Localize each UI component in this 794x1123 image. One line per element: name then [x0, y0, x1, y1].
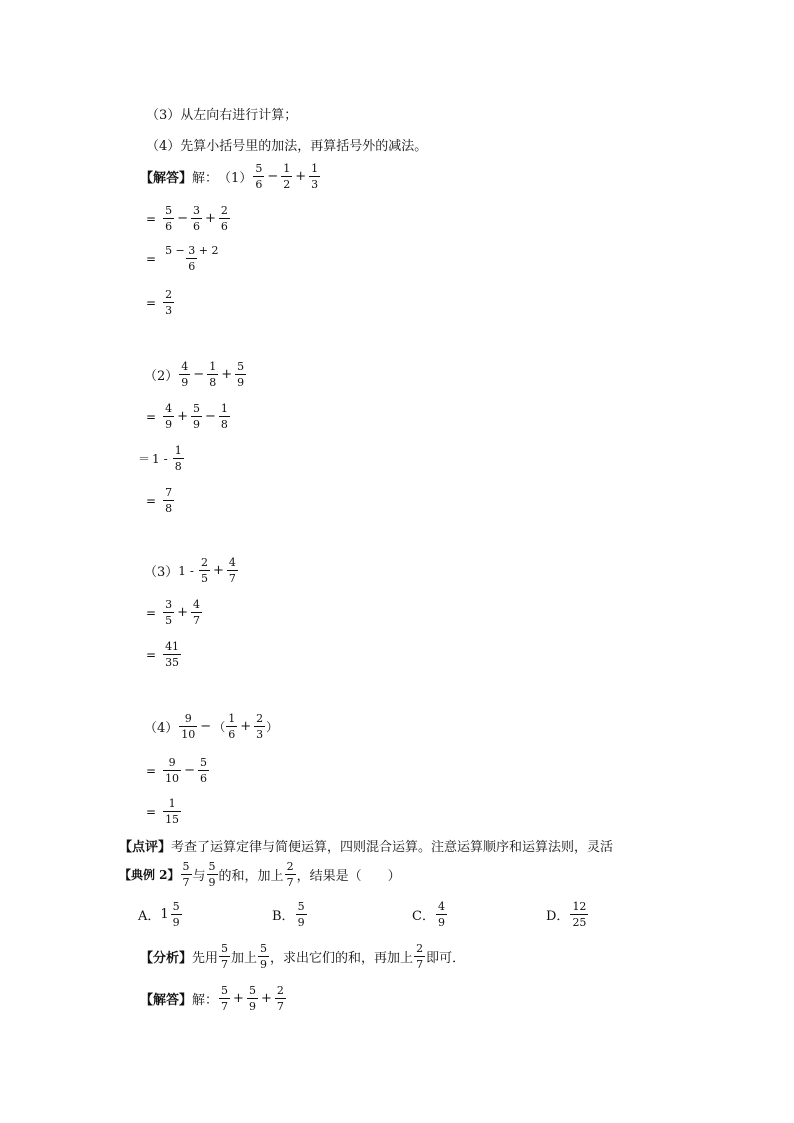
fraction-41-35: [163, 640, 181, 669]
fraction-numerator: 5: [182, 860, 190, 873]
fraction-numerator: 9: [184, 712, 192, 725]
fraction-5-9: [296, 900, 307, 929]
answer-2-header: [144, 360, 247, 389]
equals-sign: =: [146, 493, 157, 508]
fraction-denominator: 7: [416, 958, 424, 971]
fraction-denominator: 7: [192, 614, 200, 627]
fraction-numerator: 2: [220, 204, 228, 217]
fraction-denominator: 6: [228, 728, 236, 741]
answer-2-result: [146, 486, 175, 515]
fraction-9-10: [163, 756, 181, 785]
fraction-numerator: 1: [283, 162, 291, 175]
analysis-line: [140, 942, 465, 971]
analysis-text-1: 先用: [192, 951, 219, 966]
answer-1-step-2: [146, 244, 221, 273]
comment-text: 考查了运算定律与简便运算，四则混合运算。注意运算顺序和运算法则，灵活: [171, 840, 614, 855]
problem-1-label: （1）: [218, 171, 253, 186]
answer-4-step-1: [146, 756, 210, 785]
fraction-numerator: 12: [572, 900, 587, 913]
fraction-5-9: [235, 360, 246, 389]
fraction-5-9: [207, 860, 218, 889]
fraction-denominator: 6: [165, 220, 173, 233]
option-a[interactable]: [138, 900, 183, 929]
analysis-text-4: 即可．: [426, 951, 466, 966]
comment-line: [119, 836, 613, 855]
fraction-4-7: [227, 556, 238, 585]
fraction-2-3: [254, 712, 265, 741]
fraction-denominator: 7: [182, 876, 190, 889]
example-label: 【典例 2】: [119, 868, 180, 882]
fraction-5-9: [258, 942, 269, 971]
fraction-7-8: [163, 486, 174, 515]
fraction-denominator: 3: [165, 304, 173, 317]
plus-sign: +: [260, 991, 272, 1006]
fraction-denominator: 7: [221, 1000, 229, 1013]
fraction-denominator: 3: [311, 178, 319, 191]
fraction-numerator: 2: [200, 556, 208, 569]
fraction-3-6: [191, 204, 202, 233]
fraction-5-6: [163, 204, 174, 233]
answer-1-result: [146, 288, 175, 317]
option-b[interactable]: [272, 900, 308, 929]
plus-sign: +: [233, 991, 244, 1006]
fraction-denominator: 10: [165, 772, 180, 785]
problem-3-label: （3）: [144, 565, 179, 580]
equals-sign: =: [146, 409, 157, 424]
minus-sign: −: [184, 763, 195, 778]
fraction-3-5: [163, 598, 174, 627]
fraction-numerator: 2: [286, 860, 294, 873]
minus-sign: −: [200, 719, 212, 734]
fraction-denominator: 5: [200, 572, 208, 585]
equals-sign: =: [146, 251, 157, 266]
fraction-numerator: 5: [165, 204, 173, 217]
fraction-numerator: 1: [311, 162, 319, 175]
option-b-label: B．: [272, 909, 295, 924]
whole-number: 1: [178, 563, 186, 578]
fraction-numerator: 1: [168, 797, 176, 810]
answer-1-step-1: [146, 204, 231, 233]
fraction-1-8: [173, 444, 184, 473]
comment-label: 【点评】: [119, 840, 172, 855]
fraction-5-9: [191, 402, 202, 431]
equals-sign: =: [146, 647, 157, 662]
fraction-9-10: [179, 712, 197, 741]
fraction-1-15: [163, 797, 181, 826]
fraction-numerator: 2: [165, 288, 173, 301]
fraction-denominator: 9: [260, 958, 268, 971]
fraction-numerator: 4: [165, 402, 173, 415]
fraction-denominator: 5: [165, 614, 173, 627]
fraction-denominator: 6: [220, 220, 228, 233]
fraction-2-3: [163, 288, 174, 317]
fraction-numerator: 5: [221, 984, 229, 997]
fraction-numerator: 41: [165, 640, 180, 653]
fraction-numerator: 4: [228, 556, 236, 569]
equals-sign: ＝: [138, 452, 151, 466]
equals-sign: =: [146, 763, 157, 778]
answer-3-header: [144, 556, 239, 585]
option-a-label: A．: [138, 909, 161, 924]
fraction-denominator: 7: [276, 1000, 284, 1013]
fraction-numerator: 5 − 3 + 2: [165, 244, 219, 257]
fraction-2-6: [219, 204, 230, 233]
option-a-whole: 1: [160, 907, 169, 922]
answer-3-step-1: [146, 598, 203, 627]
answer-4-header: [144, 712, 278, 741]
answer-3-result: [146, 640, 182, 669]
fraction-5-6: [253, 162, 264, 191]
step-4-text: （4）先算小括号里的加法，再算括号外的减法。: [146, 139, 428, 154]
analysis-step-3: [146, 104, 297, 123]
problem-2-label: （2）: [144, 369, 179, 384]
fraction-denominator: 9: [181, 376, 189, 389]
fraction-4-7: [191, 598, 202, 627]
example-2-question: [119, 860, 401, 889]
answer-2-step-2: [138, 444, 185, 473]
fraction-denominator: 6: [188, 260, 196, 273]
fraction-numerator: 5: [172, 900, 180, 913]
fraction-numerator: 1: [220, 402, 228, 415]
answer-1-header: [140, 162, 321, 191]
step-3-text: （3）从左向右进行计算；: [146, 108, 298, 123]
fraction-numerator: 5: [221, 942, 229, 955]
fraction-denominator: 10: [181, 728, 196, 741]
fraction-5-7: [219, 984, 230, 1013]
fraction-1-2: [281, 162, 292, 191]
plus-sign: +: [221, 367, 233, 382]
example-text-2: ，结果是（ ）: [296, 869, 401, 884]
answer-prefix: 解：: [192, 171, 219, 186]
fraction-numerator: 1: [209, 360, 217, 373]
analysis-text-2: 加上: [231, 951, 258, 966]
fraction-denominator: 9: [208, 876, 216, 889]
fraction-numerator: 4: [437, 900, 445, 913]
fraction-denominator: 8: [165, 502, 173, 515]
fraction-5-6: [198, 756, 209, 785]
fraction-denominator: 15: [165, 813, 180, 826]
fraction-5-9: [171, 900, 182, 929]
fraction-4-9: [179, 360, 190, 389]
option-d[interactable]: [546, 900, 589, 929]
fraction-denominator: 9: [192, 418, 200, 431]
plus-sign: +: [204, 211, 216, 226]
fraction-1-8: [219, 402, 230, 431]
plus-sign: +: [240, 719, 252, 734]
fraction-denominator: 9: [248, 1000, 256, 1013]
fraction-numerator: 1: [228, 712, 236, 725]
fraction-4-9: [436, 900, 447, 929]
plus-sign: +: [177, 605, 188, 620]
fraction-2-7: [414, 942, 425, 971]
fraction-denominator: 25: [572, 916, 587, 929]
fraction-1-8: [207, 360, 218, 389]
fraction-numerator: 5: [208, 860, 216, 873]
option-d-label: D．: [546, 909, 570, 924]
right-paren: ）: [266, 720, 279, 734]
equals-sign: =: [146, 211, 157, 226]
whole-number: 1: [152, 451, 160, 466]
fraction-numerator: 3: [165, 598, 173, 611]
option-c[interactable]: [412, 900, 448, 929]
answer-example-2: [140, 984, 287, 1013]
fraction-12-25: [570, 900, 588, 929]
fraction-denominator: 9: [237, 376, 245, 389]
fraction-numerator: 4: [192, 598, 200, 611]
fraction-denominator: 9: [172, 916, 180, 929]
equals-sign: =: [146, 605, 157, 620]
example-connector: 与: [192, 869, 206, 884]
fraction-denominator: 7: [221, 958, 229, 971]
equals-sign: =: [146, 804, 157, 819]
minus-sign: −: [204, 409, 216, 424]
fraction-1-3: [309, 162, 320, 191]
problem-4-label: （4）: [144, 721, 179, 736]
answer-2-step-1: [146, 402, 231, 431]
fraction-denominator: 9: [165, 418, 173, 431]
fraction-denominator: 2: [283, 178, 291, 191]
fraction-numerator: 5: [248, 984, 256, 997]
answer-label: 【解答】: [140, 171, 193, 186]
fraction-denominator: 8: [209, 376, 217, 389]
fraction-denominator: 8: [174, 460, 182, 473]
fraction-4-9: [163, 402, 174, 431]
fraction-5-7: [219, 942, 230, 971]
equals-sign: =: [146, 295, 157, 310]
fraction-numerator: 2: [416, 942, 424, 955]
analysis-text-3: ，求出它们的和，再加上: [270, 951, 414, 966]
fraction-numerator: 5: [297, 900, 305, 913]
fraction-denominator: 7: [286, 876, 294, 889]
answer-4-result: [146, 797, 182, 826]
fraction-numerator: 4: [181, 360, 189, 373]
fraction-denominator: 6: [255, 178, 263, 191]
minus-sign: −: [267, 169, 279, 184]
fraction-denominator: 7: [228, 572, 236, 585]
fraction-numerator: 5: [255, 162, 263, 175]
fraction-numerator: 5: [237, 360, 245, 373]
answer-label: 【解答】: [140, 993, 193, 1008]
fraction-denominator: 9: [437, 916, 445, 929]
plus-sign: +: [295, 169, 307, 184]
minus-sign: −: [177, 211, 188, 226]
fraction-numerator: 3: [192, 204, 200, 217]
fraction-denominator: 35: [165, 656, 180, 669]
fraction-denominator: 6: [199, 772, 207, 785]
fraction-numerator: 2: [256, 712, 264, 725]
fraction-2-7: [285, 860, 296, 889]
option-c-label: C．: [412, 909, 435, 924]
fraction-2-7: [275, 984, 286, 1013]
minus-sign: -: [189, 563, 194, 578]
left-paren: （: [213, 720, 226, 734]
analysis-step-4: [146, 135, 427, 154]
minus-sign: −: [193, 367, 205, 382]
fraction-denominator: 9: [297, 916, 305, 929]
fraction-denominator: 3: [256, 728, 264, 741]
fraction-numerator: 5: [199, 756, 207, 769]
plus-sign: +: [177, 409, 188, 424]
fraction-numerator: 9: [168, 756, 176, 769]
answer-prefix: 解：: [192, 993, 219, 1008]
fraction-numerator: 2: [276, 984, 284, 997]
fraction-numerator: 7: [165, 486, 173, 499]
fraction-denominator: 8: [220, 418, 228, 431]
fraction-5-9: [247, 984, 258, 1013]
fraction-2-5: [199, 556, 210, 585]
fraction-numerator: 1: [174, 444, 182, 457]
fraction-1-6: [226, 712, 237, 741]
fraction-combined: [163, 244, 220, 273]
analysis-label: 【分析】: [140, 951, 193, 966]
fraction-numerator: 5: [260, 942, 268, 955]
fraction-numerator: 5: [192, 402, 200, 415]
example-text-1: 的和，加上: [218, 869, 284, 884]
plus-sign: +: [212, 563, 224, 578]
fraction-denominator: 6: [192, 220, 200, 233]
fraction-5-7: [181, 860, 192, 889]
minus-sign: -: [163, 451, 168, 466]
